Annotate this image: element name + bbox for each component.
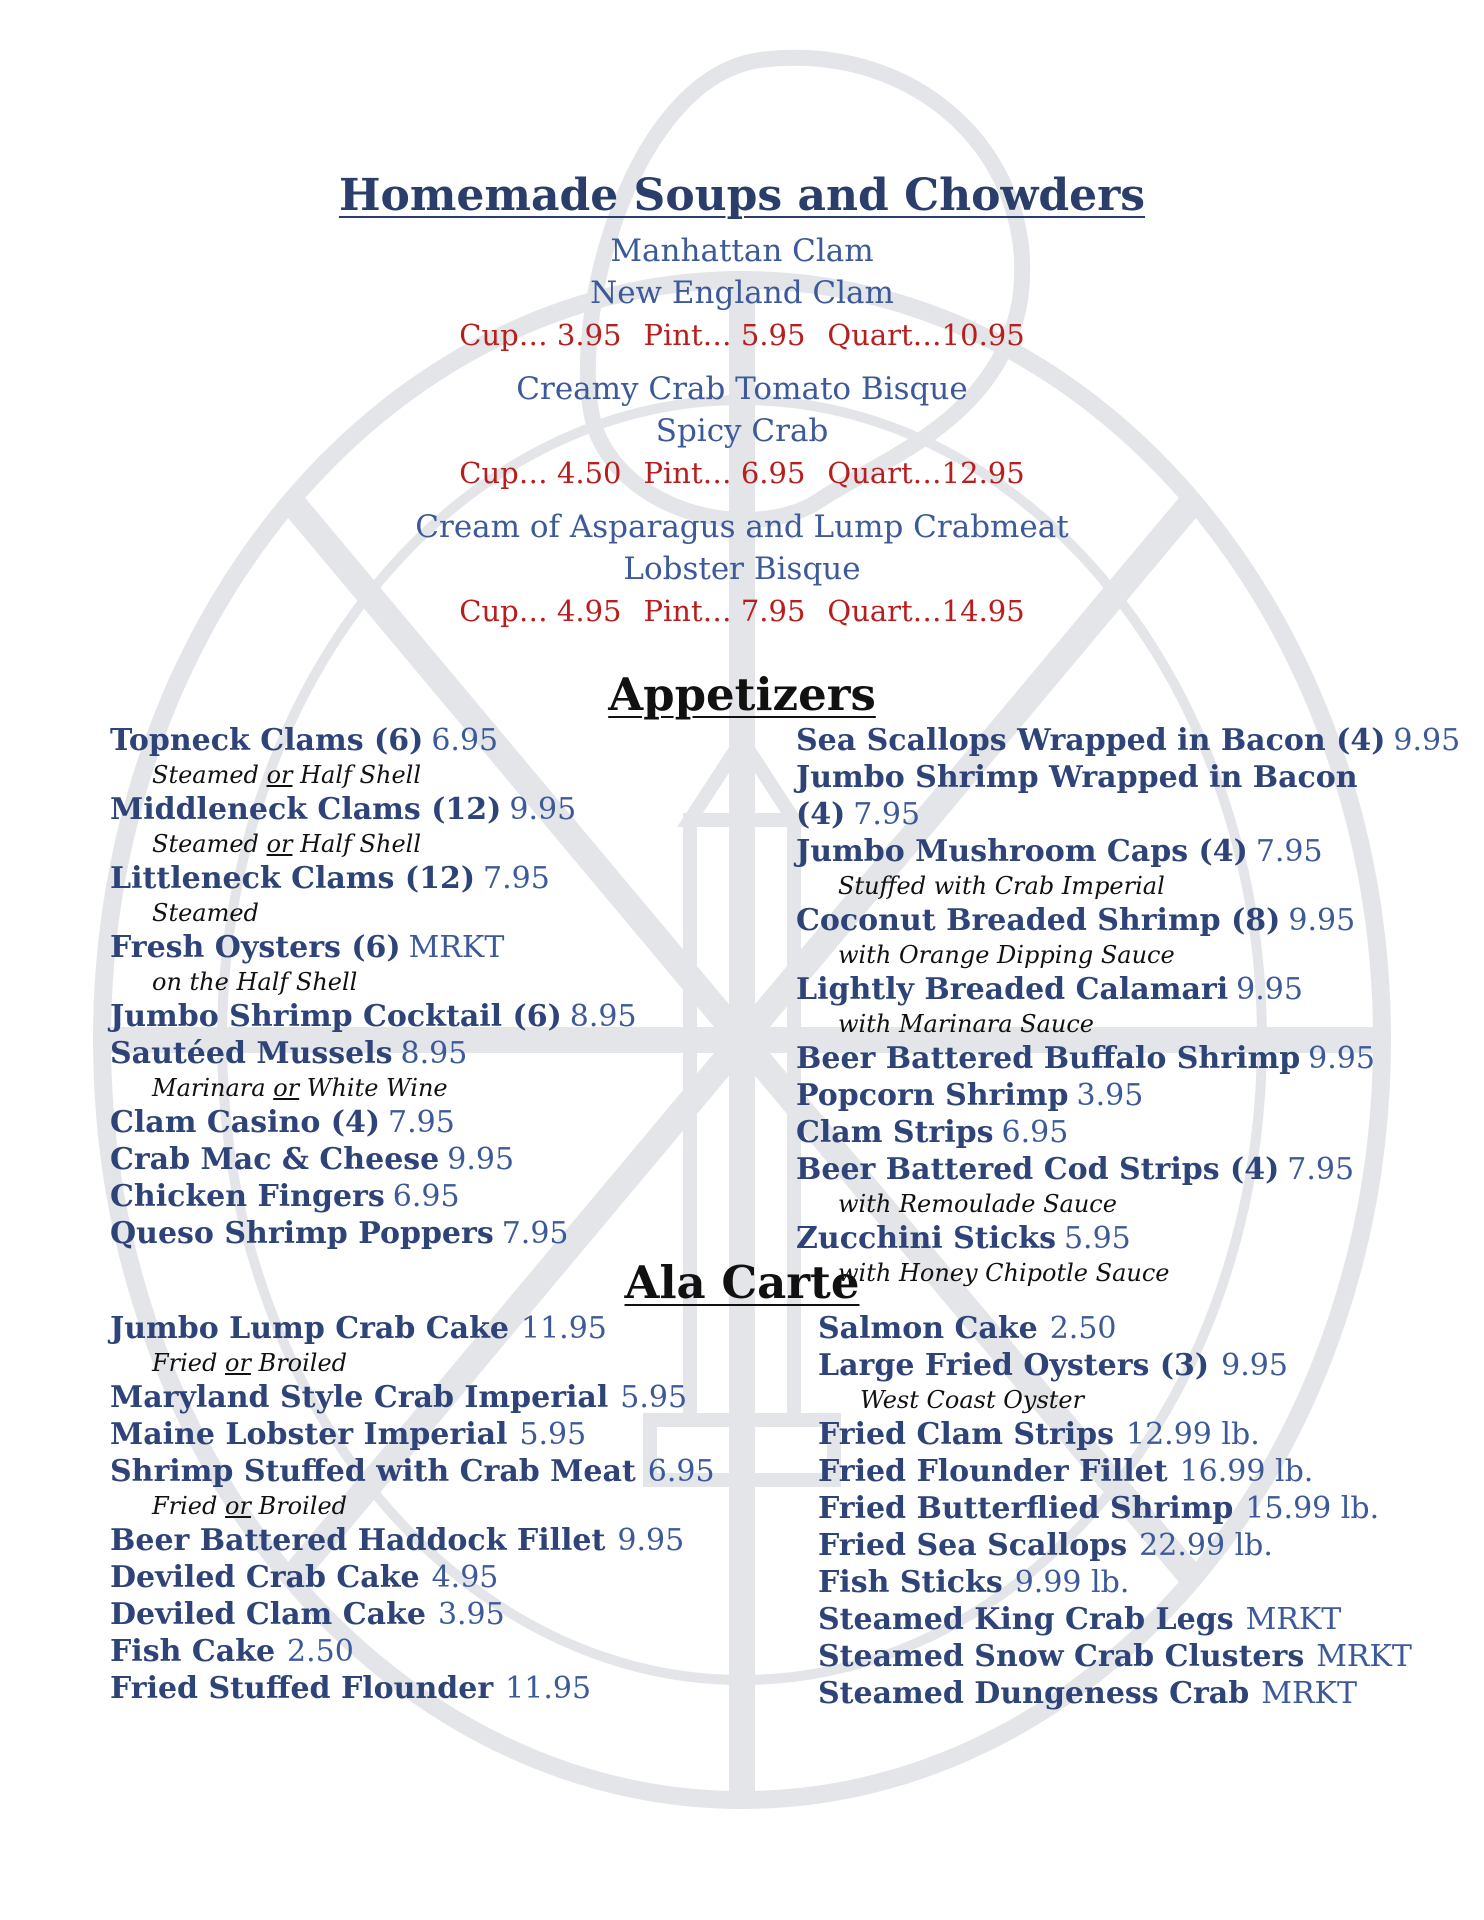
quart-price: Quart…12.95 [827, 456, 1025, 490]
menu-item [110, 1596, 715, 1633]
menu-item-line [110, 929, 637, 966]
soup-prices [0, 314, 1484, 356]
menu-item-price: 7.95 [501, 1216, 569, 1251]
menu-item-note [110, 1347, 715, 1379]
soup-group [0, 230, 1484, 356]
menu-item-line [110, 998, 637, 1035]
menu-item-note [796, 939, 1484, 971]
menu-item-name: Queso Shrimp Poppers [110, 1216, 494, 1251]
menu-item [110, 860, 637, 929]
menu-item-note-choice: or [266, 830, 293, 858]
menu-item-name: Maryland Style Crab Imperial [110, 1380, 609, 1415]
menu-item [818, 1310, 1412, 1347]
menu-item-line [796, 971, 1484, 1008]
menu-item-name: Popcorn Shrimp [796, 1078, 1069, 1113]
menu-item [110, 1379, 715, 1416]
cup-price: Cup… 4.50 [459, 456, 622, 490]
menu-item-name: Large Fried Oysters (3) [818, 1348, 1210, 1383]
menu-item-name: Coconut Breaded Shrimp (8) [796, 903, 1281, 938]
menu-item-price: 3.95 [1076, 1078, 1144, 1113]
quart-price: Quart…10.95 [827, 318, 1025, 352]
menu-item-line [110, 1633, 715, 1670]
menu-item-price: 3.95 [437, 1597, 505, 1632]
menu-item-name: Topneck Clams (6) [110, 723, 424, 758]
menu-item-price: 9.95 [1308, 1041, 1375, 1076]
menu-item-note-text: with Marinara Sauce [838, 1010, 1095, 1038]
menu-item [110, 929, 637, 998]
menu-item-note-choice: or [225, 1492, 251, 1520]
menu-item [818, 1490, 1412, 1527]
menu-item-note-choice: or [225, 1349, 251, 1377]
menu-item [796, 833, 1484, 902]
menu-item-name: Fried Sea Scallops [818, 1528, 1128, 1563]
menu-item-note [796, 1188, 1484, 1220]
menu-item-name: Littleneck Clams (12) [110, 861, 476, 896]
menu-item-name: Salmon Cake [818, 1311, 1038, 1346]
menu-item [818, 1675, 1412, 1712]
soup-prices [0, 590, 1484, 632]
soup-name: Lobster Bisque [623, 551, 861, 587]
menu-item-name: Maine Lobster Imperial [110, 1417, 508, 1452]
menu-item-price: 4.95 [431, 1560, 499, 1595]
cup-price: Cup… 4.95 [459, 594, 622, 628]
menu-item-note-text: with Honey Chipotle Sauce [838, 1259, 1170, 1287]
menu-item-line [110, 1453, 715, 1490]
menu-item-price: 8.95 [400, 1036, 468, 1071]
menu-item-name: Zucchini Sticks [796, 1221, 1056, 1256]
menu-item-name: Fresh Oysters (6) [110, 930, 401, 965]
menu-item-note [818, 1384, 1412, 1416]
menu-item [796, 902, 1484, 971]
menu-item-name: Beer Battered Buffalo Shrimp [796, 1041, 1301, 1076]
menu-item-line [818, 1453, 1412, 1490]
ala-carte-left-column [110, 1310, 715, 1707]
menu-item-price: 8.95 [569, 999, 637, 1034]
menu-item-line [796, 1077, 1484, 1114]
menu-item [818, 1416, 1412, 1453]
menu-item-line [818, 1601, 1412, 1638]
menu-item [110, 1670, 715, 1707]
menu-item-name: Sea Scallops Wrapped in Bacon (4) [796, 723, 1386, 758]
menu-item-line [818, 1416, 1412, 1453]
menu-item-note-text: Steamed [152, 830, 267, 858]
menu-item-price: MRKT [1245, 1602, 1342, 1637]
menu-item-name: Jumbo Shrimp Wrapped in Bacon (4) [796, 760, 1358, 832]
quart-price: Quart…14.95 [827, 594, 1025, 628]
menu-item [796, 1151, 1484, 1220]
menu-item-line [110, 722, 637, 759]
soup-name: Spicy Crab [655, 413, 829, 449]
menu-item-name: Clam Casino (4) [110, 1105, 381, 1140]
menu-item [796, 1040, 1484, 1077]
menu-item-note [110, 1490, 715, 1522]
menu-item-note [110, 897, 637, 929]
menu-item [110, 1416, 715, 1453]
menu-item [796, 722, 1484, 759]
menu-item-name: Crab Mac & Cheese [110, 1142, 440, 1177]
menu-item-price: 9.95 [1221, 1348, 1288, 1383]
menu-item [796, 1077, 1484, 1114]
menu-item-price: 7.95 [388, 1105, 455, 1140]
menu-item-note [110, 759, 637, 791]
menu-item-price: 11.95 [505, 1671, 592, 1706]
menu-item-line [818, 1638, 1412, 1675]
menu-item [110, 1310, 715, 1379]
menu-item-line [110, 1416, 715, 1453]
menu-item-price: 16.99 lb. [1179, 1454, 1314, 1489]
menu-item-price: 9.95 [1393, 723, 1461, 758]
menu-item-line [818, 1675, 1412, 1712]
menu-item-line [818, 1347, 1412, 1384]
menu-item-line [796, 1151, 1484, 1188]
menu-item-note-text: Steamed [152, 761, 267, 789]
menu-item-line [796, 833, 1484, 870]
menu-item-price: 5.95 [1063, 1221, 1131, 1256]
soup-group [0, 368, 1484, 494]
menu-item-name: Fried Stuffed Flounder [110, 1671, 494, 1706]
menu-item-note [110, 828, 637, 860]
menu-item [110, 1178, 637, 1215]
menu-item-name: Sautéed Mussels [110, 1036, 393, 1071]
menu-item-line [110, 1379, 715, 1416]
menu-item-note-text: with Remoulade Sauce [838, 1190, 1117, 1218]
menu-item-name: Jumbo Lump Crab Cake [110, 1311, 509, 1346]
menu-item-price: 7.95 [853, 797, 921, 832]
menu-item-line [110, 1141, 637, 1178]
menu-item-price: 7.95 [483, 861, 550, 896]
menu-item-line [796, 902, 1484, 939]
ala-carte-right-column [818, 1310, 1412, 1712]
menu-item [110, 1035, 637, 1104]
menu-item-price: 7.95 [1287, 1152, 1355, 1187]
appetizers-right-column [796, 722, 1484, 1289]
menu-item-price: 6.95 [392, 1179, 460, 1214]
soups-section [0, 230, 1484, 632]
menu-item [110, 1104, 637, 1141]
menu-item-note-text: Half Shell [292, 830, 421, 858]
menu-item-line [110, 1522, 715, 1559]
soup-name: Cream of Asparagus and Lump Crabmeat [415, 509, 1069, 545]
menu-item-price: 5.95 [519, 1417, 587, 1452]
menu-item-name: Fried Clam Strips [818, 1417, 1114, 1452]
menu-item [110, 1453, 715, 1522]
menu-item-price: 2.50 [287, 1634, 354, 1669]
menu-item-line [796, 759, 1484, 833]
menu-item-line [110, 1596, 715, 1633]
menu-item-note-text: on the Half Shell [152, 968, 358, 996]
menu-item-note-text: Broiled [250, 1349, 348, 1377]
soup-name: Creamy Crab Tomato Bisque [516, 371, 968, 407]
pint-price: Pint… 5.95 [643, 318, 806, 352]
menu-item [110, 1522, 715, 1559]
menu-item-price: 9.95 [509, 792, 577, 827]
menu-item-name: Middleneck Clams (12) [110, 792, 502, 827]
menu-item-note-text: Fried [152, 1349, 225, 1377]
soup-prices [0, 452, 1484, 494]
menu-item-price: 22.99 lb. [1139, 1528, 1273, 1563]
menu-item [110, 1215, 637, 1252]
menu-item-name: Jumbo Mushroom Caps (4) [796, 834, 1248, 869]
menu-item-price: MRKT [408, 930, 505, 965]
menu-item-price: 6.95 [431, 723, 499, 758]
soup-name: New England Clam [590, 275, 894, 311]
menu-item-price: 9.99 lb. [1014, 1565, 1130, 1600]
soup-group [0, 506, 1484, 632]
menu-item-name: Lightly Breaded Calamari [796, 972, 1229, 1007]
menu-item-name: Steamed Dungeness Crab [818, 1676, 1250, 1711]
menu-item-line [818, 1310, 1412, 1347]
menu-item-note-text: Broiled [250, 1492, 348, 1520]
menu-item-price: MRKT [1316, 1639, 1412, 1674]
menu-item-line [110, 1559, 715, 1596]
menu-item-price: 9.95 [1236, 972, 1303, 1007]
menu-item-note [110, 1072, 637, 1104]
menu-item-name: Shrimp Stuffed with Crab Meat [110, 1454, 636, 1489]
menu-item-name: Deviled Clam Cake [110, 1597, 426, 1632]
menu-item-line [818, 1527, 1412, 1564]
menu-item-name: Fried Butterflied Shrimp [818, 1491, 1234, 1526]
menu-item [818, 1638, 1412, 1675]
menu-item-name: Beer Battered Cod Strips (4) [796, 1152, 1280, 1187]
menu-item-price: 6.95 [647, 1454, 715, 1489]
menu-item [818, 1564, 1412, 1601]
menu-item-name: Beer Battered Haddock Fillet [110, 1523, 606, 1558]
menu-item [110, 791, 637, 860]
menu-item [110, 1559, 715, 1596]
menu-item-name: Jumbo Shrimp Cocktail (6) [110, 999, 562, 1034]
menu-item [818, 1527, 1412, 1564]
menu-item-line [818, 1564, 1412, 1601]
menu-item-price: MRKT [1261, 1676, 1357, 1711]
menu-item-note [110, 966, 637, 998]
menu-item-note [796, 1008, 1484, 1040]
menu-item-price: 6.95 [1001, 1115, 1069, 1150]
menu-item-note-text: Steamed [152, 899, 259, 927]
menu-item-note [796, 870, 1484, 902]
menu-item-line [110, 1178, 637, 1215]
ala-carte-heading: Ala Carte [624, 1256, 860, 1309]
menu-item-note-choice: or [273, 1074, 300, 1102]
menu-item-line [818, 1490, 1412, 1527]
menu-item-note-text: Fried [152, 1492, 225, 1520]
menu-item-price: 7.95 [1255, 834, 1323, 869]
menu-item-name: Steamed King Crab Legs [818, 1602, 1234, 1637]
pint-price: Pint… 7.95 [643, 594, 806, 628]
menu-item-price: 9.95 [617, 1523, 685, 1558]
menu-item-price: 5.95 [620, 1380, 688, 1415]
menu-item-line [796, 1220, 1484, 1257]
menu-item-line [110, 1215, 637, 1252]
menu-item-line [796, 1040, 1484, 1077]
menu-item-name: Fish Cake [110, 1634, 276, 1669]
menu-item-price: 9.95 [447, 1142, 515, 1177]
menu-item [796, 759, 1484, 833]
menu-item-note-text: White Wine [299, 1074, 448, 1102]
menu-item-line [110, 1670, 715, 1707]
menu-item-price: 11.95 [520, 1311, 607, 1346]
menu-item-line [110, 791, 637, 828]
menu-item-price: 12.99 lb. [1125, 1417, 1260, 1452]
menu-item [818, 1347, 1412, 1416]
menu-item-note-text: with Orange Dipping Sauce [838, 941, 1175, 969]
menu-item-line [796, 1114, 1484, 1151]
menu-item-line [110, 1104, 637, 1141]
pint-price: Pint… 6.95 [643, 456, 806, 490]
menu-item [796, 1114, 1484, 1151]
menu-item [110, 1633, 715, 1670]
menu-item-name: Deviled Crab Cake [110, 1560, 420, 1595]
menu-item-line [110, 1035, 637, 1072]
menu-item-line [110, 860, 637, 897]
menu-item-price: 9.95 [1288, 903, 1356, 938]
menu-item-name: Clam Strips [796, 1115, 994, 1150]
menu-item-line [110, 1310, 715, 1347]
menu-item [796, 971, 1484, 1040]
menu-item-note-text: West Coast Oyster [860, 1386, 1085, 1414]
menu-item-name: Fried Flounder Fillet [818, 1454, 1168, 1489]
menu-item [110, 1141, 637, 1178]
soup-name: Manhattan Clam [610, 233, 874, 269]
appetizers-heading: Appetizers [608, 668, 876, 721]
cup-price: Cup… 3.95 [459, 318, 622, 352]
menu-item-name: Chicken Fingers [110, 1179, 385, 1214]
menu-item-name: Fish Sticks [818, 1565, 1003, 1600]
menu-item-name: Steamed Snow Crab Clusters [818, 1639, 1305, 1674]
menu-item-line [796, 722, 1484, 759]
menu-item [818, 1453, 1412, 1490]
menu-item-note-text: Marinara [152, 1074, 274, 1102]
menu-item-note-text: Half Shell [292, 761, 421, 789]
menu-item [110, 998, 637, 1035]
menu-item-price: 15.99 lb. [1245, 1491, 1380, 1526]
page-title: Homemade Soups and Chowders [338, 170, 1146, 221]
menu-item [818, 1601, 1412, 1638]
menu-item [110, 722, 637, 791]
menu-item-price: 2.50 [1049, 1311, 1117, 1346]
menu-item-note-choice: or [266, 761, 293, 789]
menu-item-note-text: Stuffed with Crab Imperial [838, 872, 1165, 900]
appetizers-left-column [110, 722, 637, 1252]
